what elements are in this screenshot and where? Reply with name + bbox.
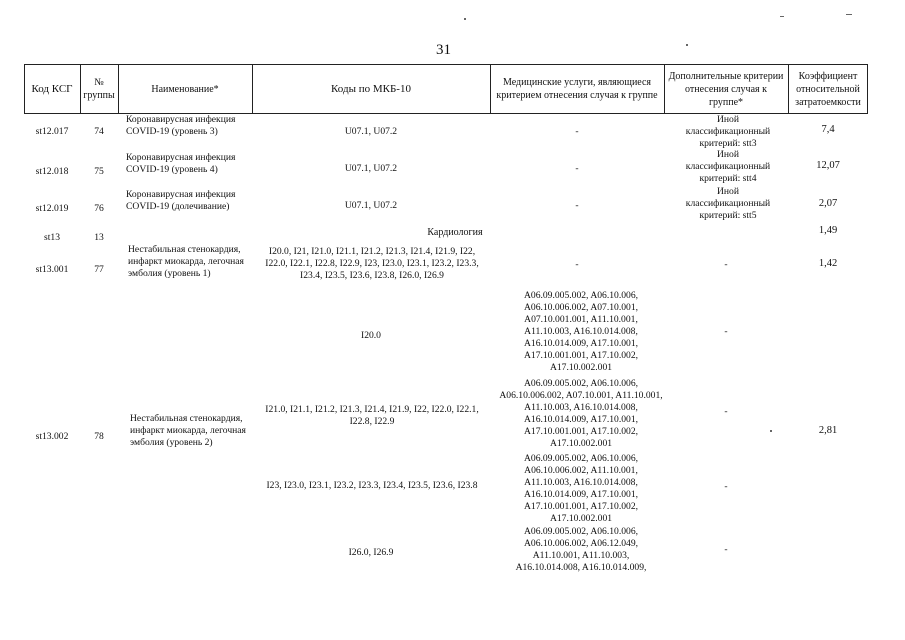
cell-code: st12.018 bbox=[35, 166, 69, 177]
cell-group: 74 bbox=[94, 126, 104, 137]
cell-code: st12.017 bbox=[35, 126, 69, 137]
header-divider bbox=[118, 64, 119, 113]
cell-services: A06.09.005.002, A06.10.006, A06.10.006.002, A07.10.001, A07.10.001.001, A11.10.001, A11.10.003, A16.10.014.008, A16.10.014.009, A17.10.001, A17.10.001.001, A17.10.002, A17.10.002.001 bbox=[523, 290, 639, 373]
header-top-border bbox=[24, 64, 868, 65]
cell-mkb: I20.0, I21, I21.0, I21.1, I21.2, I21.3, I21.4, I21.9, I22, I22.0, I22.1, I22.8, I22.9, I23, I23.0, I23.1, I23.2, I23.3, I23.4, I23.5, I23.6, I23.8, I26.0, I26.9 bbox=[265, 246, 479, 281]
header-divider bbox=[252, 64, 253, 113]
header-divider bbox=[80, 64, 81, 113]
cell-coef: 1,49 bbox=[818, 225, 838, 236]
cell-mkb: I26.0, I26.9 bbox=[348, 547, 394, 558]
cell-mkb: I21.0, I21.1, I21.2, I21.3, I21.4, I21.9, I22, I22.0, I22.1, I22.8, I22.9 bbox=[265, 404, 479, 427]
scan-speck bbox=[770, 430, 772, 432]
cell-name: Нестабильная стенокардия, инфаркт миокарда, легочная эмболия (уровень 1) bbox=[128, 244, 244, 279]
cell-mkb: I23, I23.0, I23.1, I23.2, I23.3, I23.4, I23.5, I23.6, I23.8 bbox=[266, 480, 478, 491]
scan-speck bbox=[846, 14, 852, 15]
header-divider bbox=[788, 64, 789, 113]
cell-group: 13 bbox=[94, 232, 104, 243]
cell-extra: - bbox=[724, 544, 728, 555]
cell-extra: - bbox=[724, 259, 728, 270]
cell-services: - bbox=[575, 200, 579, 211]
cell-code: st13 bbox=[44, 232, 60, 243]
header-name: Наименование* bbox=[151, 83, 219, 95]
cell-name: Коронавирусная инфекция COVID-19 (долечивание) bbox=[126, 189, 236, 212]
cell-code: st13.002 bbox=[35, 431, 69, 442]
header-services: Медицинские услуги, являющиеся критерием отнесения случая к группе bbox=[496, 77, 658, 101]
cell-services: - bbox=[575, 259, 579, 270]
cell-extra: Иной классификационный критерий: stt3 bbox=[685, 114, 771, 149]
header-divider bbox=[24, 64, 25, 113]
header-divider bbox=[867, 64, 868, 113]
cell-mkb: U07.1, U07.2 bbox=[344, 200, 398, 211]
cell-coef: 2,81 bbox=[818, 425, 838, 436]
cell-group: 75 bbox=[94, 166, 104, 177]
cell-code: st13.001 bbox=[35, 264, 69, 275]
header-divider bbox=[490, 64, 491, 113]
header-code: Код КСГ bbox=[31, 82, 73, 95]
cell-services: A06.09.005.002, A06.10.006, A06.10.006.002, A06.12.049, A11.10.001, A11.10.003, A16.10.014.008, A16.10.014.009, bbox=[515, 526, 647, 573]
cell-coef: 12,07 bbox=[816, 160, 840, 171]
header-extra: Дополнительные критерии отнесения случая к группе* bbox=[668, 70, 784, 108]
scan-speck bbox=[686, 44, 688, 46]
cell-services: - bbox=[575, 163, 579, 174]
scan-speck bbox=[464, 18, 466, 20]
cell-mkb: U07.1, U07.2 bbox=[344, 126, 398, 137]
scan-speck bbox=[780, 16, 784, 17]
cell-services: A06.09.005.002, A06.10.006, A06.10.006.002, A07.10.001, A11.10.001, A11.10.003, A16.10.014.008, A16.10.014.009, A17.10.001, A17.10.001.001, A17.10.002, A17.10.002.001 bbox=[499, 378, 663, 449]
cell-mkb: U07.1, U07.2 bbox=[344, 163, 398, 174]
cell-name: Нестабильная стенокардия, инфаркт миокарда, легочная эмболия (уровень 2) bbox=[130, 413, 246, 448]
cell-services: A06.09.005.002, A06.10.006, A06.10.006.002, A11.10.001, A11.10.003, A16.10.014.008, A16.10.014.009, A17.10.001, A17.10.001.001, A17.10.002, A17.10.002.001 bbox=[523, 453, 639, 524]
cell-extra: - bbox=[724, 406, 728, 417]
cell-extra: Иной классификационный критерий: stt5 bbox=[685, 186, 771, 221]
page-number: 31 bbox=[436, 42, 451, 58]
header-coef: Коэффициент относительной затратоемкости bbox=[795, 70, 861, 108]
cell-group: 78 bbox=[94, 431, 104, 442]
cell-coef: 1,42 bbox=[818, 258, 838, 269]
cell-name: Коронавирусная инфекция COVID-19 (уровень 4) bbox=[126, 152, 236, 175]
cell-name: Коронавирусная инфекция COVID-19 (уровень 3) bbox=[126, 114, 236, 137]
cell-extra: - bbox=[724, 326, 728, 337]
cell-extra: - bbox=[724, 481, 728, 492]
cell-mkb: I20.0 bbox=[361, 330, 381, 341]
cell-extra: Иной классификационный критерий: stt4 bbox=[685, 149, 771, 184]
header-mkb: Коды по МКБ-10 bbox=[331, 82, 411, 95]
cell-group: 76 bbox=[94, 203, 104, 214]
section-title: Кардиология bbox=[427, 227, 483, 238]
header-group: № группы bbox=[83, 77, 115, 101]
header-divider bbox=[664, 64, 665, 113]
cell-services: - bbox=[575, 126, 579, 137]
cell-coef: 7,4 bbox=[821, 124, 835, 135]
cell-group: 77 bbox=[94, 264, 104, 275]
cell-code: st12.019 bbox=[35, 203, 69, 214]
cell-coef: 2,07 bbox=[818, 198, 838, 209]
